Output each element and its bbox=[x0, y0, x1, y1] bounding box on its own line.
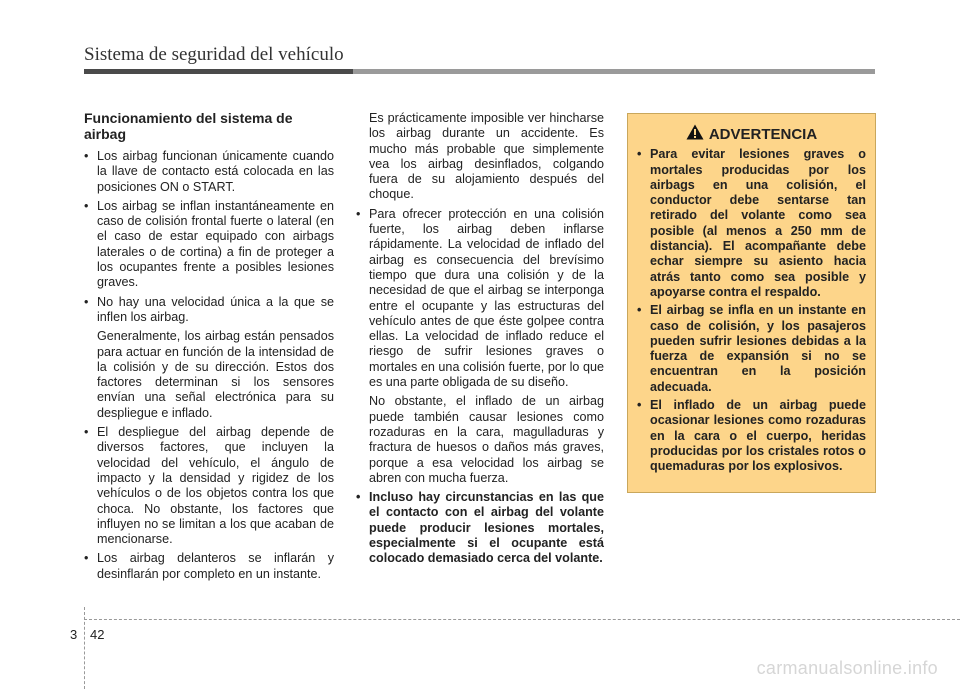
page-header-title: Sistema de seguridad del vehículo bbox=[84, 44, 344, 65]
list-item: • No hay una velocidad única a la que se inflen los airbag. bbox=[84, 295, 334, 326]
list-item: • Para evitar lesiones graves o mortales producidas por los airbags en una colisión, el conductor debe sentarse tan retirado del volante como sea posible (al menos a 250 mm de distancia). El acompañante debe echar siempre su asiento hacia atrás tanto como sea posible y apoyarse contra el respaldo. bbox=[637, 147, 866, 300]
footer-divider bbox=[84, 619, 960, 620]
list-item: • El airbag se infla en un instante en caso de colisión, y los pasajeros pueden sufrir lesiones debidas a la fuerza de expansión si no se encuentran en la posición adecuada. bbox=[637, 303, 866, 395]
list-item: • Los airbag funcionan únicamente cuando la llave de contacto está colocada en las posiciones ON o START. bbox=[84, 149, 334, 195]
warning-box bbox=[627, 113, 876, 493]
airbag-bullet-list bbox=[84, 149, 334, 325]
continuation-paragraph: Generalmente, los airbag están pensados para actuar en función de la intensidad de la colisión y de su dirección. Estos dos factores determinan si los sensores envían una señal electrónica para su despliegue e inflado. bbox=[97, 329, 334, 420]
list-item: • Los airbag delanteros se inflarán y desinflarán por completo en un instante. bbox=[84, 551, 334, 582]
middle-column bbox=[356, 111, 604, 571]
airbag-bullet-list-2 bbox=[84, 425, 334, 582]
paragraph: Es prácticamente imposible ver hincharse los airbag durante un accidente. Es mucho más probable que simplemente vea los airbag desinflados, colgando fuera de su alojamiento después del choque. bbox=[369, 111, 604, 202]
footer-vertical-divider bbox=[84, 607, 85, 689]
list-item: • El despliegue del airbag depende de diversos factores, que incluyen la velocidad del vehículo, el ángulo de impacto y la densidad y rigidez de los vehículos o de los objetos contra los que choca. No obstante, los factores que influyen no se limitan a los que acaban de mencionarse. bbox=[84, 425, 334, 547]
watermark: carmanualsonline.info bbox=[756, 658, 938, 678]
warning-list bbox=[637, 147, 866, 474]
list-item: • Incluso hay circunstancias en las que el contacto con el airbag del volante puede producir lesiones mortales, especialmente si el ocupante está colocado demasiado cerca del volante. bbox=[356, 490, 604, 566]
paragraph: No obstante, el inflado de un airbag puede también causar lesiones como rozaduras en la cara, magulladuras y fractura de huesos o daños más graves, porque a esa velocidad los airbag se abren con mucha fuerza. bbox=[369, 394, 604, 485]
left-column bbox=[84, 110, 334, 586]
warning-title: ADVERTENCIA bbox=[708, 125, 818, 143]
section-number: 3 bbox=[70, 627, 78, 642]
warning-triangle-icon bbox=[686, 124, 704, 144]
page-number: 42 bbox=[90, 627, 105, 642]
warning-header bbox=[637, 124, 866, 144]
list-item: • Los airbag se inflan instantáneamente en caso de colisión frontal fuerte o lateral (en el caso de estar equipado con airbags laterales o de cortina) a fin de proteger a los ocupantes frente a posibles lesiones graves. bbox=[84, 199, 334, 291]
bullet-list-bold bbox=[356, 490, 604, 566]
section-title: Funcionamiento del sistema de airbag bbox=[84, 110, 293, 142]
list-item: • Para ofrecer protección en una colisión fuerte, los airbag deben inflarse rápidamente. La velocidad de inflado del airbag es consecuencia del brevísimo tiempo que dura una colisión y de la necesidad de que el airbag se interponga entre el ocupante y las estructuras del vehículo antes de que éste golpee contra ellas. La velocidad de inflado reduce el riesgo de sufrir lesiones graves o mortales en una colisión fuerte, por lo que es una parte obligada de su diseño. bbox=[356, 207, 604, 391]
header-rule bbox=[84, 69, 875, 74]
bullet-list bbox=[356, 207, 604, 391]
list-item: • El inflado de un airbag puede ocasionar lesiones como rozaduras en la cara o el cuerpo, heridas producidas por los cristales rotos o quemaduras por los explosivos. bbox=[637, 398, 866, 474]
